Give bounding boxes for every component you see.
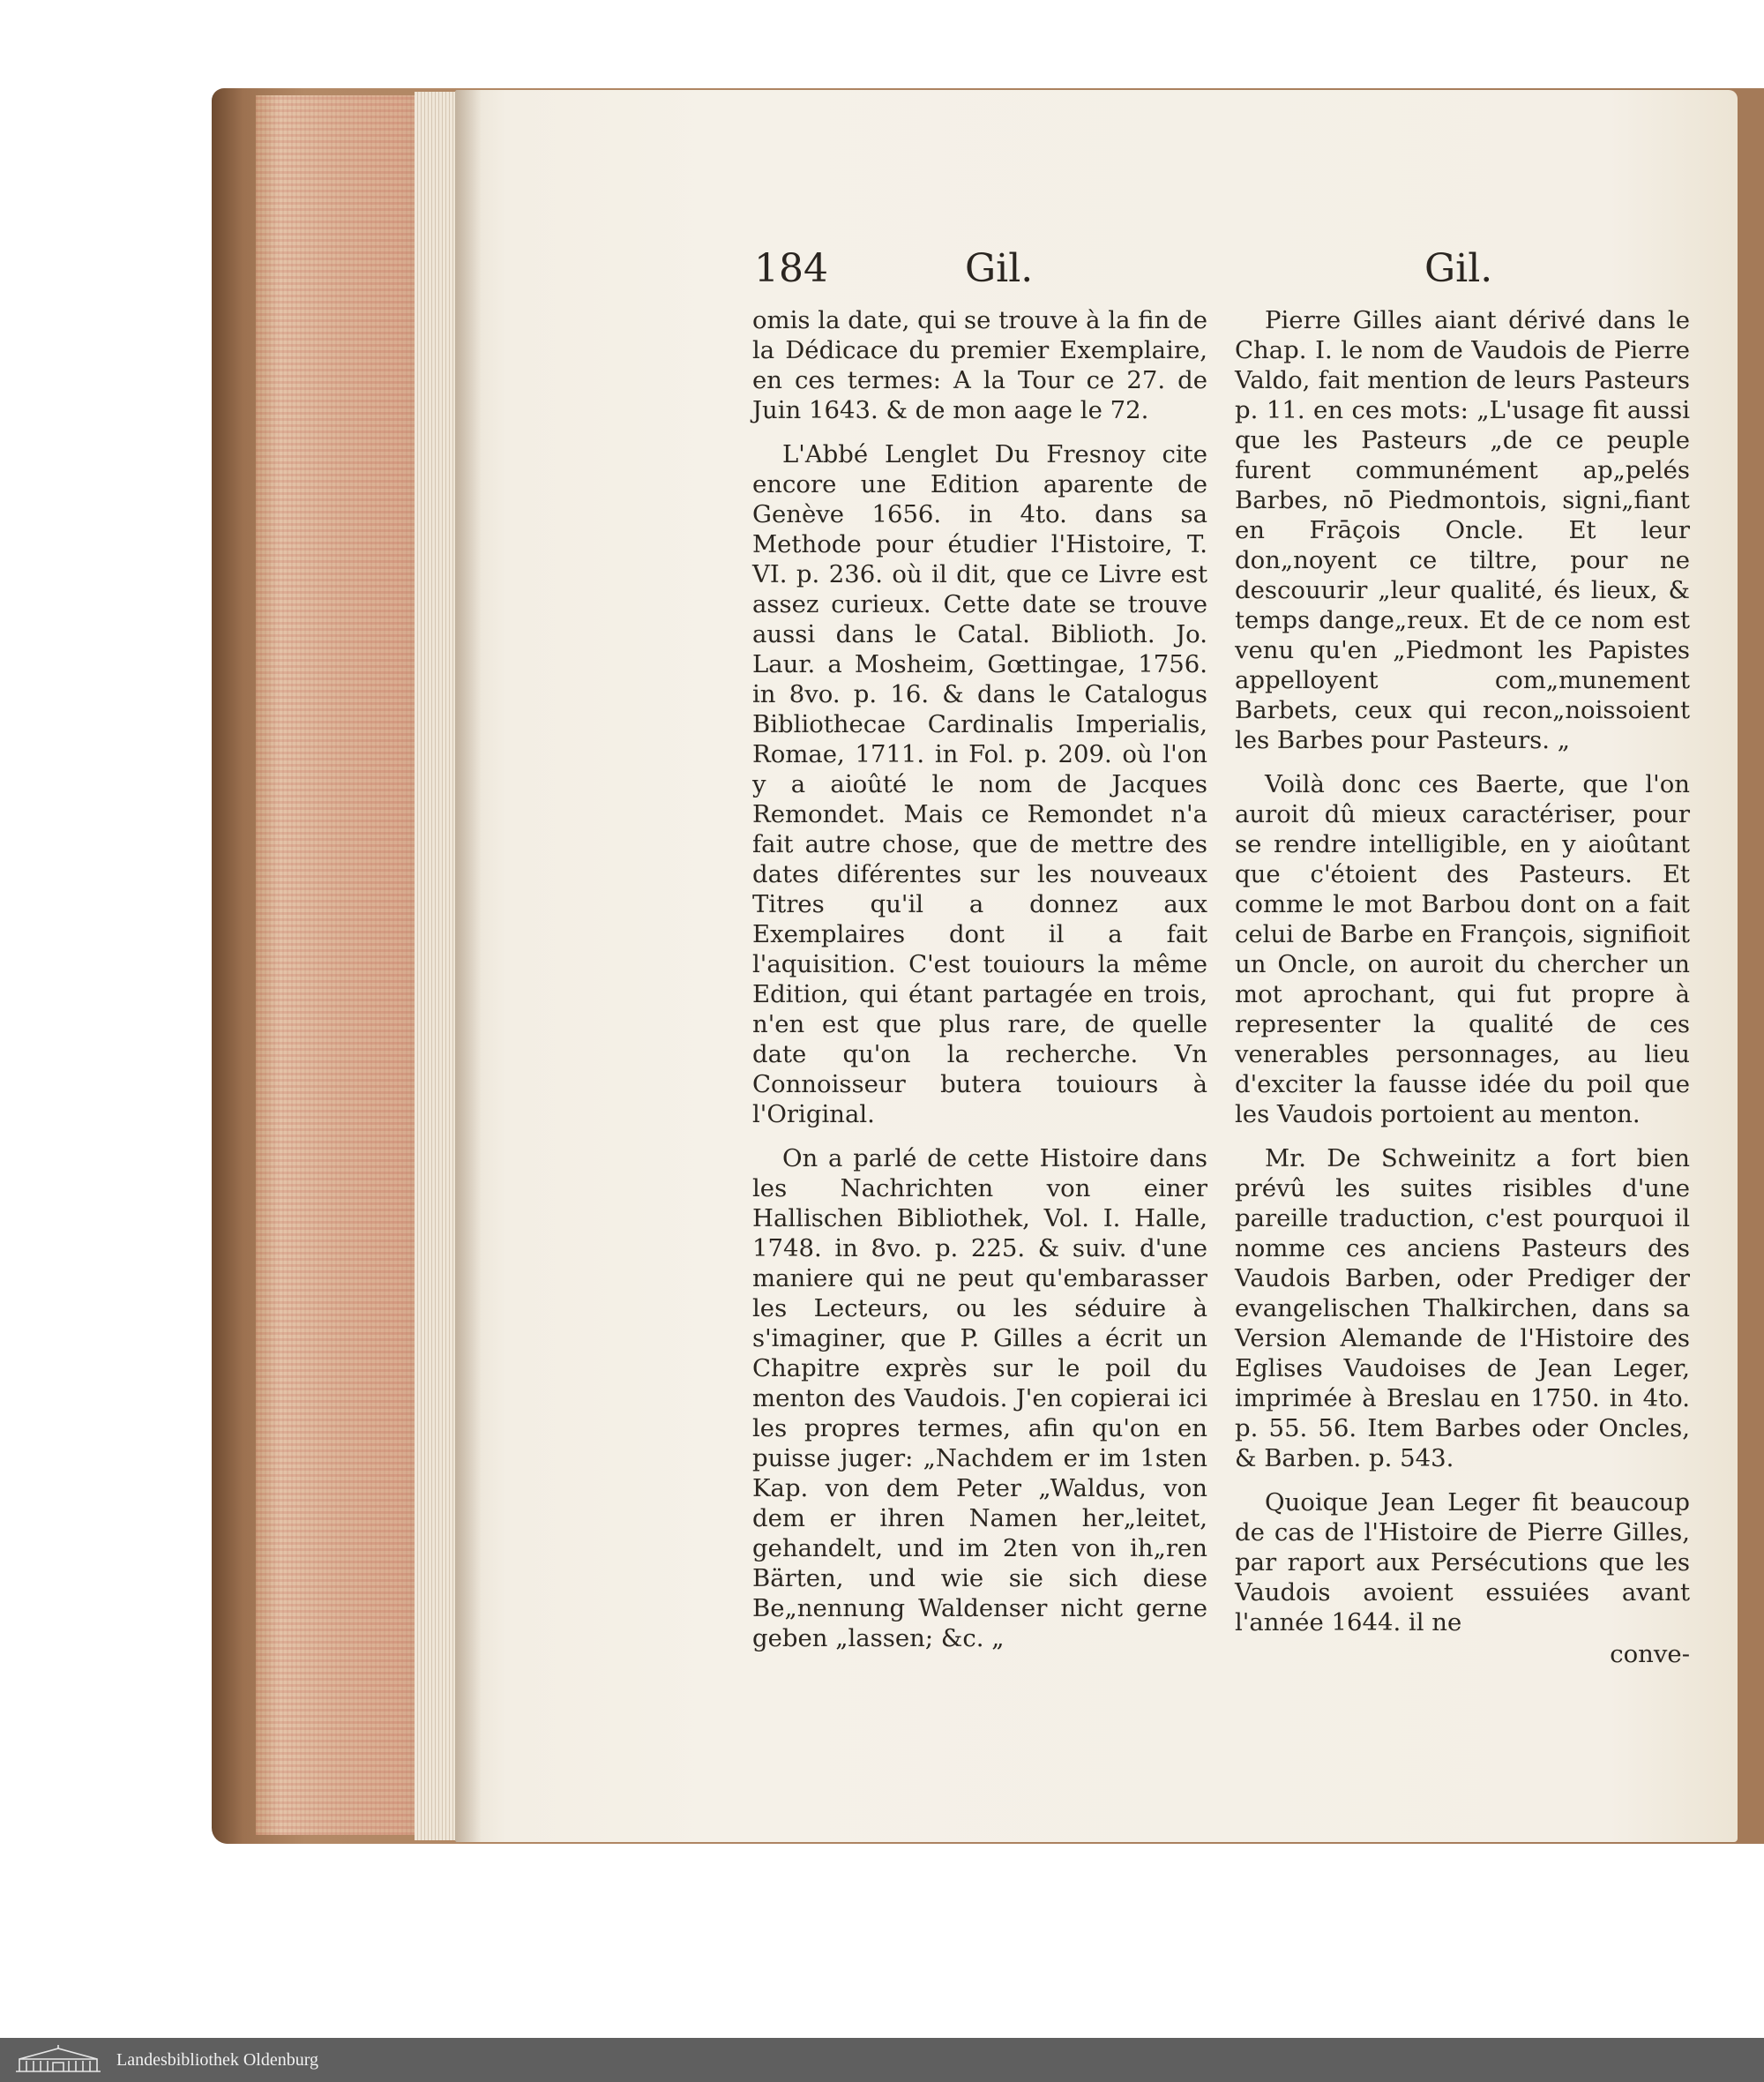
library-name: Landesbibliothek Oldenburg: [116, 2050, 319, 2070]
page-fore-edge-lines: [415, 92, 455, 1840]
paragraph: Mr. De Schweinitz a fort bien prévû les suites risibles d'une pareille traduction, c'est pourquoi il nomme ces anciens Pasteurs des Vaudois Barben, oder Prediger der evangelischen Thalkirchen, dans sa Version Alemande de l'Histoire des Eglises Vaudoises de Jean Leger, imprimée à Breslau en 1750. in 4to. p. 55. 56. Item Barbes oder Oncles, & Barben. p. 543.: [1235, 1144, 1690, 1472]
paragraph: On a parlé de cette Histoire dans les Nachrichten von einer Hallischen Bibliothek, Vol. I. Halle, 1748. in 8vo. p. 225. & suiv. d'une maniere qui ne peut qu'embarasser les Lecteurs, ou les séduire à s'imaginer, que P. Gilles a écrit un Chapitre exprès sur le poil du menton des Vaudois. J'en copierai ici les propres termes, afin qu'on en puisse juger: „Nachdem er im 1sten Kap. von dem Peter „Waldus, von dem er ihren Namen her„leitet, gehandelt, und im 2ten von ih„ren Bärten, und wie sie sich diese Be„nennung Waldenser nicht gerne geben „lassen; &c. „: [752, 1144, 1207, 1652]
paragraph: L'Abbé Lenglet Du Fresnoy cite encore une Edition aparente de Genève 1656. in 4to. dans sa Methode pour étudier l'Histoire, T. VI. p. 236. où il dit, que ce Livre est assez curieux. Cette date se trouve aussi dans le Catal. Biblioth. Jo. Laur. a Mosheim, Gœttingae, 1756. in 8vo. p. 16. & dans le Catalogus Bibliothecae Cardinalis Imperialis, Romae, 1711. in Fol. p. 209. où l'on y a aioûté le nom de Jacques Remondet. Mais ce Remondet n'a fait autre chose, que de mettre des dates diférentes sur les nouveaux Titres qu'il a donnez aux Exemplaires dont il a fait l'aquisition. C'est touiours la même Edition, qui étant partagée en trois, n'en est que plus rare, de quelle date qu'on la recherche. Vn Connoisseur butera touiours à l'Original.: [752, 440, 1207, 1128]
running-head-left: Gil.: [965, 246, 1034, 291]
paragraph: omis la date, qui se trouve à la fin de la Dédicace du premier Exemplaire, en ces termes: A la Tour ce 27. de Juin 1643. & de mon aage le 72.: [752, 306, 1207, 424]
page-number: 184: [754, 246, 828, 291]
red-sprinkled-page-edges: [256, 95, 423, 1835]
paragraph: Voilà donc ces Baerte, que l'on auroit dû mieux caractériser, pour se rendre intelligible, en y aioûtant que c'étoient des Pasteurs. Et comme le mot Barbou dont on a fait celui de Barbe en François, signifioit un Oncle, on auroit du chercher un mot aprochant, qui fut propre à representer la qualité de ces venerables personnages, au lieu d'exciter la fausse idée du poil que les Vaudois portoient au menton.: [1235, 770, 1690, 1128]
paragraph: Pierre Gilles aiant dérivé dans le Chap. I. le nom de Vaudois de Pierre Valdo, fait mention de leurs Pasteurs p. 11. en ces mots: „L'usage fit aussi que les Pasteurs „de ce peuple furent communément ap„pelés Barbes, nō Piedmontois, signi„fiant en Frāçois Oncle. Et leur don„noyent ce tiltre, pour ne descouurir „leur qualité, és lieux, & temps dange„reux. Et de ce nom est venu qu'en „Piedmont les Papistes appelloyent com„munement Barbets, ceux qui recon„noissoient les Barbes pour Pasteurs. „: [1235, 306, 1690, 754]
left-text-column: [752, 305, 1207, 1667]
paragraph: Quoique Jean Leger fit beaucoup de cas de l'Histoire de Pierre Gilles, par raport aux Persécutions que les Vaudois avoient essuiées avant l'année 1644. il ne: [1235, 1488, 1690, 1636]
library-footer-bar: [0, 2038, 1764, 2082]
right-text-column: [1235, 305, 1690, 1669]
library-building-icon: [12, 2045, 104, 2075]
running-head-right: Gil.: [1424, 246, 1493, 291]
catchword: conve-: [1610, 1640, 1690, 1668]
gutter-shadow: [455, 90, 482, 1842]
